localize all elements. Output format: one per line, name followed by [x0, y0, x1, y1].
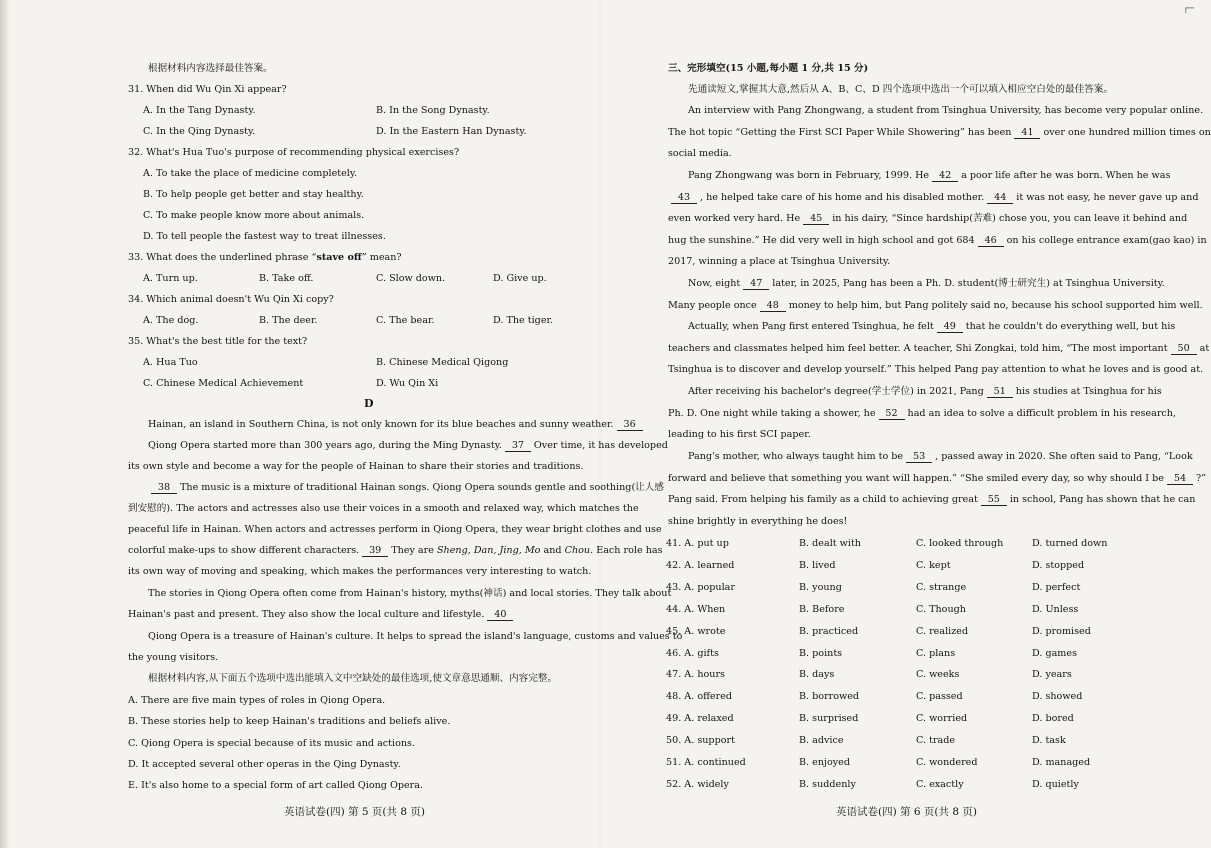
option-51-a: 51. A. continued	[666, 757, 746, 768]
blank-55: 55	[981, 494, 1007, 506]
q32-option-c: C. To make people know more about animals.	[143, 210, 365, 221]
passage-text: They are	[391, 545, 434, 556]
passage-line: its own style and become a way for the people of Hainan to share their stories and traditions.	[128, 461, 584, 472]
cloze-text: Now, eight	[688, 278, 741, 289]
option-51-c: C. wondered	[916, 757, 978, 768]
blank-54: 54	[1167, 473, 1193, 485]
passage-line	[128, 608, 516, 621]
q32-option-b: B. To help people get better and stay healthy.	[143, 189, 364, 200]
section-d-heading: D	[364, 397, 374, 410]
option-47-d: D. years	[1032, 669, 1072, 680]
option-48-b: B. borrowed	[799, 691, 860, 702]
option-41-a: 41. A. put up	[666, 538, 729, 549]
q31-option-c: C. In the Qing Dynasty.	[143, 126, 256, 137]
cloze-text: later, in 2025, Pang has been a Ph. D. student(博士研究生) at Tsinghua University.	[772, 278, 1165, 289]
q35-option-b: B. Chinese Medical Qigong	[376, 357, 509, 368]
cloze-text: Pang Zhongwang was born in February, 1999. He	[688, 170, 930, 181]
cloze-line: 2017, winning a place at Tsinghua University.	[668, 256, 891, 267]
option-48-c: C. passed	[916, 691, 963, 702]
question-34: 34. Which animal doesn't Wu Qin Xi copy?	[128, 294, 334, 305]
cloze-line	[668, 126, 1211, 139]
option-52-d: D. quietly	[1032, 779, 1079, 790]
option-48-a: 48. A. offered	[666, 691, 733, 702]
q35-option-d: D. Wu Qin Xi	[376, 378, 439, 389]
passage-text: colorful make-ups to show different characters.	[128, 545, 360, 556]
cloze-line	[668, 191, 1198, 204]
blank-45: 45	[803, 213, 829, 225]
cloze-instruction: 根据材料内容,从下面五个选项中选出能填入文中空缺处的最佳选项,使文章意思通顺、内容完整。	[148, 673, 558, 684]
option-49-b: B. surprised	[799, 713, 859, 724]
cloze-text: his studies at Tsinghua for his	[1015, 386, 1162, 397]
option-44-a: 44. A. When	[666, 604, 726, 615]
q32-option-a: A. To take the place of medicine completely.	[143, 168, 358, 179]
passage-line: peaceful life in Hainan. When actors and actresses perform in Qiong Opera, they wear bright clothes and use	[128, 524, 662, 535]
blank-53: 53	[906, 451, 932, 463]
q31-option-a: A. In the Tang Dynasty.	[143, 105, 256, 116]
option-45-c: C. realized	[916, 626, 969, 637]
question-33	[128, 251, 402, 264]
blank-36: 36	[617, 419, 643, 431]
option-44-b: B. Before	[799, 604, 845, 615]
q33-option-b: B. Take off.	[259, 273, 314, 284]
option-41-d: D. turned down	[1032, 538, 1108, 549]
cloze-text: Ph. D. One night while taking a shower, he	[668, 408, 876, 419]
cloze-text: , he helped take care of his home and his disabled mother.	[700, 192, 985, 203]
cloze-text: Many people once	[668, 300, 757, 311]
passage-line: its own way of moving and speaking, which makes the performances very interesting to watch.	[128, 566, 592, 577]
cloze-text: Actually, when Pang first entered Tsinghua, he felt	[688, 321, 934, 332]
cloze-text: Pang said. From helping his family as a child to achieving great	[668, 494, 978, 505]
passage-line: the young visitors.	[128, 652, 219, 663]
q31-option-d: D. In the Eastern Han Dynasty.	[376, 126, 527, 137]
q32-option-d: D. To tell people the fastest way to treat illnesses.	[143, 231, 386, 242]
binding-mark: ┌─	[1183, 4, 1194, 14]
cloze-text: ?”	[1195, 473, 1207, 484]
blank-52: 52	[879, 408, 905, 420]
option-42-d: D. stopped	[1032, 560, 1085, 571]
passage-text: The music is a mixture of traditional Hainan songs. Qiong Opera sounds gentle and soothing(让人感	[180, 482, 664, 493]
blank-47: 47	[743, 278, 769, 290]
cloze-line	[688, 320, 1175, 333]
question-31: 31. When did Wu Qin Xi appear?	[128, 84, 287, 95]
passage-line	[148, 418, 646, 431]
blank-43: 43	[671, 192, 697, 204]
cloze-text: at	[1199, 343, 1210, 354]
q34-option-a: A. The dog.	[143, 315, 199, 326]
cloze-line	[688, 385, 1162, 398]
option-47-c: C. weeks	[916, 669, 960, 680]
cloze-text: After receiving his bachelor's degree(学士学位) in 2021, Pang	[688, 386, 984, 397]
cloze-text: forward and believe that something you want will happen.” “She smiled every day, so why should I be	[668, 473, 1164, 484]
option-52-c: C. exactly	[916, 779, 964, 790]
passage-line	[148, 439, 668, 452]
option-43-b: B. young	[799, 582, 842, 593]
cloze-line	[668, 493, 1195, 506]
option-45-b: B. practiced	[799, 626, 859, 637]
option-44-d: D. Unless	[1032, 604, 1079, 615]
role-name: Chou	[564, 545, 591, 556]
option-50-a: 50. A. support	[666, 735, 735, 746]
passage-line: 到安慰的). The actors and actresses also use their voices in a smooth and relaxed way, which matches the	[128, 503, 639, 514]
option-47-a: 47. A. hours	[666, 669, 725, 680]
q33-option-a: A. Turn up.	[143, 273, 198, 284]
passage-text: Qiong Opera started more than 300 years ago, during the Ming Dynasty.	[148, 440, 502, 451]
option-44-c: C. Though	[916, 604, 966, 615]
passage-line: Qiong Opera is a treasure of Hainan's culture. It helps to spread the island's language, customs and values to	[148, 631, 683, 642]
passage-line: The stories in Qiong Opera often come from Hainan's history, myths(神话) and local stories. They talk about	[148, 588, 672, 599]
option-50-c: C. trade	[916, 735, 956, 746]
q33-stem-end: ” mean?	[361, 252, 402, 263]
passage-text: Hainan's past and present. They also show the local culture and lifestyle.	[128, 609, 485, 620]
cloze-text: a poor life after he was born. When he was	[961, 170, 1171, 181]
q33-stem-start: 33. What does the underlined phrase “	[128, 252, 317, 263]
option-42-b: B. lived	[799, 560, 836, 571]
page-footer: 英语试卷(四) 第 6 页(共 8 页)	[836, 806, 977, 818]
cloze-line	[668, 212, 1187, 225]
option-46-a: 46. A. gifts	[666, 648, 719, 659]
question-32: 32. What's Hua Tuo's purpose of recommending physical exercises?	[128, 147, 460, 158]
passage-line	[148, 481, 664, 494]
option-41-b: B. dealt with	[799, 538, 861, 549]
option-48-d: D. showed	[1032, 691, 1083, 702]
passage-text: and	[543, 545, 562, 556]
blank-44: 44	[987, 192, 1013, 204]
section-title: 三、完形填空(15 小题,每小题 1 分,共 15 分)	[668, 63, 869, 74]
blank-40: 40	[487, 609, 513, 621]
q33-option-d: D. Give up.	[493, 273, 547, 284]
blank-41: 41	[1014, 127, 1040, 139]
blank-42: 42	[932, 170, 958, 182]
cloze-line: social media.	[668, 148, 732, 159]
choice-d: D. It accepted several other operas in the Qing Dynasty.	[128, 759, 401, 770]
cloze-text: had an idea to solve a difficult problem in his research,	[907, 408, 1177, 419]
choice-c: C. Qiong Opera is special because of its music and actions.	[128, 738, 416, 749]
cloze-text: The hot topic “Getting the First SCI Paper While Showering” has been	[668, 127, 1012, 138]
cloze-line: Tsinghua is to discover and develop yourself.” This helped Pang pay attention to what he loves and is good at.	[668, 364, 1204, 375]
option-46-c: C. plans	[916, 648, 956, 659]
passage-text: Hainan, an island in Southern China, is not only known for its blue beaches and sunny weather.	[148, 419, 614, 430]
cloze-line	[688, 169, 1170, 182]
option-43-c: C. strange	[916, 582, 967, 593]
blank-51: 51	[987, 386, 1013, 398]
option-46-b: B. points	[799, 648, 843, 659]
blank-38: 38	[151, 482, 177, 494]
cloze-line	[688, 277, 1165, 290]
cloze-line: shine brightly in everything he does!	[668, 516, 848, 527]
q34-option-b: B. The deer.	[259, 315, 318, 326]
blank-49: 49	[937, 321, 963, 333]
q35-option-c: C. Chinese Medical Achievement	[143, 378, 304, 389]
cloze-text: in his dairy, “Since hardship(苦难) chose you, you can leave it behind and	[832, 213, 1188, 224]
cloze-text: money to help him, but Pang politely said no, because his school supported him well.	[788, 300, 1203, 311]
choice-a: A. There are five main types of roles in Qiong Opera.	[128, 695, 386, 706]
reading-instruction: 根据材料内容选择最佳答案。	[148, 63, 273, 74]
blank-46: 46	[978, 235, 1004, 247]
option-45-d: D. promised	[1032, 626, 1091, 637]
cloze-line	[668, 472, 1206, 485]
cloze-line	[668, 407, 1176, 420]
underlined-phrase: stave off	[316, 252, 362, 263]
q34-option-c: C. The bear.	[376, 315, 435, 326]
cloze-text: that he couldn't do everything well, but his	[965, 321, 1176, 332]
cloze-line	[668, 342, 1209, 355]
question-35: 35. What's the best title for the text?	[128, 336, 308, 347]
blank-48: 48	[760, 300, 786, 312]
cloze-text: even worked very hard. He	[668, 213, 801, 224]
page-footer: 英语试卷(四) 第 5 页(共 8 页)	[284, 806, 425, 818]
cloze-line: leading to his first SCI paper.	[668, 429, 811, 440]
option-41-c: C. looked through	[916, 538, 1004, 549]
option-47-b: B. days	[799, 669, 835, 680]
cloze-text: Pang's mother, who always taught him to be	[688, 451, 904, 462]
cloze-line	[668, 234, 1207, 247]
option-50-d: D. task	[1032, 735, 1066, 746]
cloze-text: on his college entrance exam(gao kao) in	[1006, 235, 1207, 246]
blank-50: 50	[1171, 343, 1197, 355]
cloze-text: hug the sunshine.” He did very well in high school and got 684	[668, 235, 975, 246]
cloze-text: , passed away in 2020. She often said to Pang, “Look	[935, 451, 1193, 462]
blank-39: 39	[362, 545, 388, 557]
q31-option-b: B. In the Song Dynasty.	[376, 105, 490, 116]
option-50-b: B. advice	[799, 735, 844, 746]
cloze-text: teachers and classmates helped him feel better. A teacher, Shi Zongkai, told him, “The most important	[668, 343, 1168, 354]
cloze-text: it was not easy, he never gave up and	[1016, 192, 1199, 203]
option-43-a: 43. A. popular	[666, 582, 735, 593]
option-45-a: 45. A. wrote	[666, 626, 726, 637]
cloze-text: in school, Pang has shown that he can	[1009, 494, 1196, 505]
cloze-line	[668, 299, 1203, 312]
cloze-text: over one hundred million times on	[1043, 127, 1211, 138]
choice-e: E. It's also home to a special form of art called Qiong Opera.	[128, 780, 424, 791]
cloze-line: An interview with Pang Zhongwang, a student from Tsinghua University, has become very popular online.	[688, 105, 1204, 116]
passage-line	[128, 544, 663, 557]
section-instruction: 先通读短文,掌握其大意,然后从 A、B、C、D 四个选项中选出一个可以填入相应空白处的最佳答案。	[688, 84, 1113, 95]
passage-text: . Each role has	[590, 545, 663, 556]
option-42-a: 42. A. learned	[666, 560, 735, 571]
option-49-c: C. worried	[916, 713, 968, 724]
q33-option-c: C. Slow down.	[376, 273, 446, 284]
option-52-a: 52. A. widely	[666, 779, 729, 790]
option-49-a: 49. A. relaxed	[666, 713, 734, 724]
option-46-d: D. games	[1032, 648, 1078, 659]
q34-option-d: D. The tiger.	[493, 315, 554, 326]
option-43-d: D. perfect	[1032, 582, 1081, 593]
cloze-line	[688, 450, 1193, 463]
option-42-c: C. kept	[916, 560, 951, 571]
option-52-b: B. suddenly	[799, 779, 856, 790]
option-51-d: D. managed	[1032, 757, 1091, 768]
role-names: Sheng, Dan, Jing, Mo	[436, 545, 541, 556]
passage-text: Over time, it has developed	[533, 440, 668, 451]
choice-b: B. These stories help to keep Hainan's traditions and beliefs alive.	[128, 716, 451, 727]
option-51-b: B. enjoyed	[799, 757, 850, 768]
option-49-d: D. bored	[1032, 713, 1074, 724]
q35-option-a: A. Hua Tuo	[143, 357, 198, 368]
page-6	[600, 0, 1211, 848]
blank-37: 37	[505, 440, 531, 452]
